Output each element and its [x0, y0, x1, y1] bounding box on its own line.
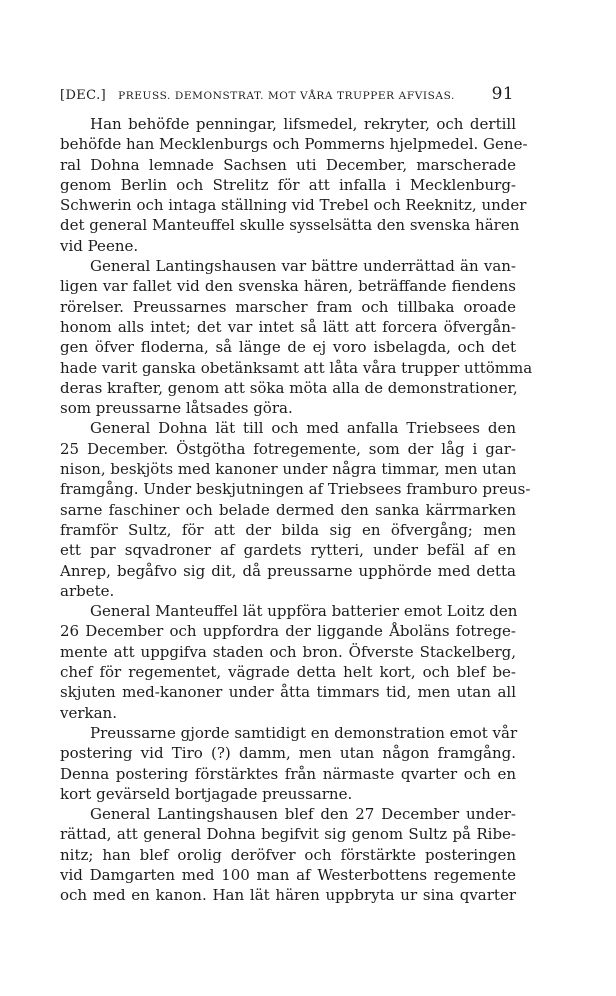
text-line: framgång. Under beskjutningen af Triebsees framburo preus-	[60, 480, 531, 499]
text-line: Denna postering förstärktes från närmaste qvarter och en	[60, 764, 516, 783]
page-number: 91	[491, 84, 514, 104]
text-line: det general Manteuffel skulle sysselsätta den svenska hären	[60, 216, 520, 235]
text-line: gen öfver floderna, så länge de ej voro isbelagda, och det	[60, 338, 516, 357]
running-head-title: PREUSS. DEMONSTRAT. MOT VÅRA TRUPPER AFVISAS.	[118, 90, 455, 102]
text-line: sarne faschiner och belade dermed den sanka kärrmarken	[60, 500, 516, 519]
text-line: rörelser. Preussarnes marscher fram och tillbaka oroade	[60, 297, 516, 316]
text-line: genom Berlin och Strelitz för att infalla i Mecklenburg-	[60, 175, 516, 194]
body-text	[60, 114, 533, 906]
text-line: nitz; han blef orolig deröfver och förstärkte posteringen	[60, 845, 516, 864]
text-line: ligen var fallet vid den svenska hären, beträffande fiendens	[60, 277, 516, 296]
text-line: hade varit ganska obetänksamt att låta våra trupper uttömma	[60, 358, 533, 377]
text-line: kort gevärseld bortjagade preussarne.	[60, 784, 353, 803]
text-line: chef för regementet, vägrade detta helt kort, och blef be-	[60, 663, 516, 682]
text-line: Preussarne gjorde samtidigt en demonstration emot vår	[90, 723, 518, 742]
text-line: deras krafter, genom att söka möta alla de demonstrationer,	[60, 378, 518, 397]
running-head-section: [DEC.]	[60, 88, 107, 103]
text-line: verkan.	[60, 703, 117, 722]
text-line: honom alls intet; det var intet så lätt att forcera öfvergån-	[60, 317, 516, 336]
text-line: mente att uppgifva staden och bron. Öfverste Stackelberg,	[60, 642, 516, 661]
text-line: Han behöfde penningar, lifsmedel, rekryter, och dertill	[90, 115, 516, 133]
text-line: General Lantingshausen blef den 27 December under-	[90, 805, 516, 824]
text-line: Anrep, begåfvo sig dit, då preussarne upphörde med detta	[60, 561, 516, 580]
text-line: skjuten med-kanoner under åtta timmars tid, men utan all	[60, 683, 516, 702]
text-line: rättad, att general Dohna begifvit sig genom Sultz på Ribe-	[60, 825, 516, 844]
text-line: och med en kanon. Han lät hären uppbryta ur sina qvarter	[60, 886, 516, 905]
text-line: General Lantingshausen var bättre underrättad än van-	[90, 257, 516, 276]
book-page	[60, 84, 533, 906]
text-line: ral Dohna lemnade Sachsen uti December, marscherade	[60, 155, 516, 174]
text-line: vid Damgarten med 100 man af Westerbottens regemente	[60, 865, 516, 884]
text-line: vid Peene.	[60, 236, 139, 255]
text-line: 26 December och uppfordra der liggande Åboläns fotrege-	[60, 622, 516, 641]
text-line: ett par sqvadroner af gardets rytteri, under befäl af en	[60, 541, 516, 560]
text-line: General Dohna lät till och med anfalla Triebsees den	[90, 419, 516, 438]
text-line: nison, beskjöts med kanoner under några timmar, men utan	[60, 460, 517, 479]
text-line: Schwerin och intaga ställning vid Trebel och Reeknitz, under	[60, 196, 527, 215]
text-line: framför Sultz, för att der bilda sig en öfvergång; men	[60, 520, 516, 539]
text-line: 25 December. Östgötha fotregemente, som der låg i gar-	[60, 439, 516, 458]
text-line: General Manteuffel lät uppföra batterier emot Loitz den	[90, 602, 518, 621]
running-head	[60, 84, 516, 114]
text-line: arbete.	[60, 581, 115, 600]
text-line: som preussarne låtsades göra.	[60, 399, 293, 418]
text-line: behöfde han Mecklenburgs och Pommerns hjelpmedel. Gene-	[60, 135, 528, 154]
text-line: postering vid Tiro (?) damm, men utan någon framgång.	[60, 744, 516, 763]
